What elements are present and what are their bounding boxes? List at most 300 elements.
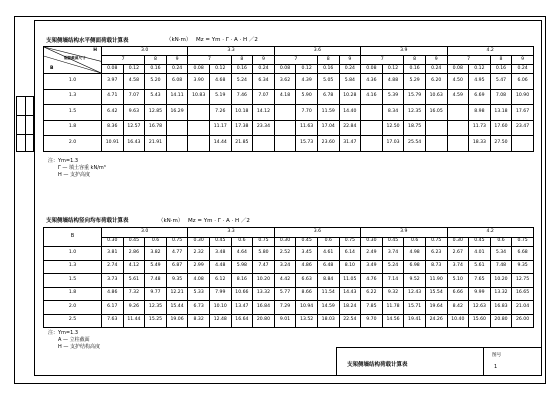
data-cell: 10.90	[512, 89, 534, 105]
data-cell: 5.77	[274, 287, 296, 301]
subhead-cell: 8	[490, 56, 512, 65]
data-cell: 10.20	[490, 274, 512, 288]
data-cell: 11.90	[425, 274, 447, 288]
data-cell: 4.59	[447, 89, 469, 105]
data-cell: 5.24	[231, 74, 253, 90]
data-cell: 7.85	[361, 301, 383, 315]
subval-cell: 0.24	[512, 65, 534, 74]
header-row-subvals	[44, 65, 534, 74]
subval-cell: 0.12	[296, 65, 318, 74]
data-cell	[188, 105, 210, 121]
note-line: Γ — 填土容重 kN/m³	[58, 165, 106, 171]
subval-cell: 0.16	[231, 65, 253, 74]
data-cell: 4.76	[361, 274, 383, 288]
data-cell: 12.63	[469, 301, 491, 315]
data-cell: 5.61	[123, 274, 145, 288]
table-row	[44, 89, 534, 105]
subval-cell: 0.6	[404, 237, 426, 247]
subval-cell: 0.6	[145, 237, 167, 247]
data-cell: 17.04	[317, 120, 339, 136]
row-label: 2.5	[44, 314, 102, 328]
data-cell: 7.63	[102, 314, 124, 328]
data-cell: 13.47	[231, 301, 253, 315]
data-cell: 10.63	[425, 89, 447, 105]
note-line: A — 立柱截面	[58, 337, 90, 343]
data-cell: 2.74	[102, 260, 124, 274]
data-cell: 10.83	[188, 89, 210, 105]
corner-label-b: B	[70, 233, 75, 240]
group-header-4: 4.2	[447, 47, 533, 56]
data-cell: 16.78	[145, 120, 167, 136]
data-cell: 15.44	[166, 301, 188, 315]
data-cell	[425, 136, 447, 152]
data-cell: 9.70	[361, 314, 383, 328]
data-cell	[447, 120, 469, 136]
data-cell: 6.87	[166, 260, 188, 274]
data-cell: 8.42	[447, 301, 469, 315]
subval-cell: 0.30	[447, 237, 469, 247]
row-label: 1.3	[44, 260, 102, 274]
data-cell: 22.84	[339, 120, 361, 136]
data-cell: 9.01	[274, 314, 296, 328]
data-cell	[361, 120, 383, 136]
table1	[43, 46, 534, 152]
data-cell: 4.18	[274, 89, 296, 105]
subval-cell: 0.08	[274, 65, 296, 74]
data-cell: 7.14	[382, 274, 404, 288]
subhead-cell: 7	[447, 56, 490, 65]
data-cell: 4.95	[469, 74, 491, 90]
table1-title: 支架侧墙结构水平侧面荷载计算表	[46, 38, 129, 44]
data-cell: 6.17	[102, 301, 124, 315]
data-cell: 14.44	[209, 136, 231, 152]
data-cell: 10.94	[296, 301, 318, 315]
data-cell: 5.61	[469, 260, 491, 274]
data-cell	[274, 136, 296, 152]
data-cell: 7.07	[123, 89, 145, 105]
corner-label-mid: 钢筋截面尺寸	[64, 56, 86, 61]
row-label: 1.0	[44, 247, 102, 261]
subval-cell: 0.45	[382, 237, 404, 247]
data-cell: 8.98	[469, 105, 491, 121]
row-label: 1.8	[44, 287, 102, 301]
data-cell: 20.80	[253, 314, 275, 328]
title-block-label: 图号	[492, 353, 502, 358]
data-cell: 10.66	[231, 287, 253, 301]
data-cell	[188, 120, 210, 136]
data-cell: 3.73	[102, 274, 124, 288]
subval-cell: 0.75	[512, 237, 534, 247]
data-cell: 5.20	[145, 74, 167, 90]
subval-cell: 0.30	[274, 237, 296, 247]
table-row	[44, 274, 534, 288]
data-cell: 6.42	[102, 105, 124, 121]
subval-cell: 0.75	[425, 237, 447, 247]
header-row-groups	[44, 228, 534, 238]
subhead-cell: 7	[361, 56, 404, 65]
data-cell: 19.64	[425, 301, 447, 315]
data-cell: 6.23	[425, 247, 447, 261]
note-line: H — 支护结构高度	[58, 344, 100, 350]
group-header-0: 3.0	[102, 228, 188, 238]
data-cell: 5.47	[490, 74, 512, 90]
data-cell: 15.60	[469, 314, 491, 328]
subhead-cell: 7	[102, 56, 145, 65]
data-cell: 22.54	[339, 314, 361, 328]
data-cell: 4.98	[404, 247, 426, 261]
group-header-3: 3.9	[361, 47, 447, 56]
data-cell: 7.48	[145, 274, 167, 288]
data-cell: 5.98	[231, 260, 253, 274]
data-cell: 4.77	[166, 247, 188, 261]
subval-cell: 0.12	[382, 65, 404, 74]
data-cell: 3.48	[209, 247, 231, 261]
data-cell: 18.75	[404, 120, 426, 136]
data-cell: 13.32	[253, 287, 275, 301]
group-header-1: 3.3	[188, 228, 274, 238]
group-header-4: 4.2	[447, 228, 533, 238]
subval-cell: 0.16	[317, 65, 339, 74]
note-line: 注：Ym=1.3	[48, 330, 79, 336]
data-cell	[361, 105, 383, 121]
subval-cell: 0.24	[339, 65, 361, 74]
data-cell	[512, 136, 534, 152]
data-cell: 5.05	[317, 74, 339, 90]
data-cell: 11.73	[469, 120, 491, 136]
data-cell: 27.50	[490, 136, 512, 152]
subhead-cell: 7	[274, 56, 317, 65]
subval-cell: 0.6	[231, 237, 253, 247]
data-cell: 5.84	[339, 74, 361, 90]
data-cell: 3.81	[102, 247, 124, 261]
data-cell: 3.62	[274, 74, 296, 90]
data-cell: 10.40	[447, 314, 469, 328]
subval-cell: 0.24	[166, 65, 188, 74]
data-cell: 20.80	[490, 314, 512, 328]
subhead-cell: 8	[404, 56, 426, 65]
data-cell	[274, 120, 296, 136]
data-cell	[166, 120, 188, 136]
subval-cell: 0.6	[490, 237, 512, 247]
data-cell: 6.98	[404, 260, 426, 274]
data-cell: 5.29	[404, 74, 426, 90]
group-header-2: 3.6	[274, 228, 360, 238]
row-label: 1.8	[44, 120, 102, 136]
data-cell: 10.28	[339, 89, 361, 105]
subval-cell: 0.30	[188, 237, 210, 247]
subval-cell: 0.45	[123, 237, 145, 247]
subval-cell: 0.08	[188, 65, 210, 74]
data-cell: 8.36	[102, 120, 124, 136]
data-cell: 6.48	[317, 260, 339, 274]
data-cell: 11.59	[317, 105, 339, 121]
subhead-cell: 9	[166, 56, 188, 65]
data-cell: 14.11	[166, 89, 188, 105]
data-cell: 18.33	[469, 136, 491, 152]
data-cell: 16.43	[123, 136, 145, 152]
data-cell: 12.43	[404, 287, 426, 301]
data-cell: 6.22	[361, 287, 383, 301]
note-line: 注：Ym=1.3	[48, 158, 79, 164]
title-block-number: 1	[494, 364, 498, 370]
header-row-groups	[44, 47, 534, 56]
data-cell: 16.64	[231, 314, 253, 328]
data-cell: 7.99	[209, 287, 231, 301]
subval-cell: 0.45	[209, 237, 231, 247]
data-cell: 21.85	[231, 136, 253, 152]
data-cell: 9.32	[382, 287, 404, 301]
data-cell: 12.35	[145, 301, 167, 315]
data-cell: 8.16	[231, 274, 253, 288]
data-cell: 11.17	[209, 120, 231, 136]
data-cell: 3.74	[382, 247, 404, 261]
data-cell: 9.35	[512, 260, 534, 274]
data-cell: 15.73	[296, 136, 318, 152]
table-row	[44, 120, 534, 136]
data-cell: 4.86	[296, 260, 318, 274]
data-cell: 5.39	[382, 89, 404, 105]
data-cell: 10.10	[209, 301, 231, 315]
data-cell: 6.20	[425, 74, 447, 90]
row-label: 1.5	[44, 274, 102, 288]
data-cell: 7.07	[253, 89, 275, 105]
data-cell: 17.03	[382, 136, 404, 152]
subhead-cell: 9	[339, 56, 361, 65]
data-cell: 4.50	[447, 74, 469, 90]
data-cell: 6.14	[339, 247, 361, 261]
data-cell: 4.08	[188, 274, 210, 288]
data-cell: 10.18	[231, 105, 253, 121]
subval-cell: 0.45	[469, 237, 491, 247]
data-cell: 4.88	[382, 74, 404, 90]
data-cell: 4.01	[469, 247, 491, 261]
subval-cell: 0.16	[404, 65, 426, 74]
data-cell: 5.19	[209, 89, 231, 105]
subhead-cell: 7	[188, 56, 231, 65]
table2-formula: Mz = Ym · Γ · A · H ／2	[188, 218, 250, 224]
data-cell: 4.16	[361, 89, 383, 105]
subval-cell: 0.12	[123, 65, 145, 74]
data-cell: 14.56	[382, 314, 404, 328]
table-row	[44, 314, 534, 328]
data-cell: 7.47	[253, 260, 275, 274]
data-cell: 3.97	[102, 74, 124, 90]
data-cell: 11.78	[382, 301, 404, 315]
data-cell: 18.24	[339, 301, 361, 315]
data-cell: 12.57	[123, 120, 145, 136]
table2	[43, 227, 534, 328]
data-cell: 6.68	[512, 247, 534, 261]
data-cell: 15.25	[145, 314, 167, 328]
data-cell: 12.21	[166, 287, 188, 301]
subval-cell: 0.08	[361, 65, 383, 74]
data-cell: 4.42	[274, 274, 296, 288]
data-cell: 6.12	[209, 274, 231, 288]
data-cell: 8.10	[339, 260, 361, 274]
data-cell: 11.05	[339, 274, 361, 288]
corner-cell	[44, 47, 102, 74]
subval-cell: 0.30	[102, 237, 124, 247]
subhead-cell: 9	[253, 56, 275, 65]
table1-formula-unit: （kN·m）	[166, 37, 192, 43]
data-cell: 13.52	[296, 314, 318, 328]
subval-cell: 0.24	[425, 65, 447, 74]
data-cell: 7.65	[469, 274, 491, 288]
data-cell: 12.35	[404, 105, 426, 121]
data-cell: 19.06	[166, 314, 188, 328]
table-row	[44, 136, 534, 152]
data-cell: 11.54	[317, 287, 339, 301]
data-cell: 12.85	[145, 105, 167, 121]
data-cell: 7.46	[231, 89, 253, 105]
data-cell: 9.77	[145, 287, 167, 301]
data-cell: 9.26	[123, 301, 145, 315]
data-cell	[253, 136, 275, 152]
data-cell: 6.34	[253, 74, 275, 90]
data-cell: 12.50	[382, 120, 404, 136]
data-cell: 11.63	[296, 120, 318, 136]
data-cell: 19.41	[404, 314, 426, 328]
data-cell: 4.36	[361, 74, 383, 90]
data-cell: 16.83	[490, 301, 512, 315]
data-cell: 12.48	[209, 314, 231, 328]
data-cell: 5.43	[145, 89, 167, 105]
table-row	[44, 301, 534, 315]
table-row	[44, 260, 534, 274]
data-cell: 10.20	[253, 274, 275, 288]
subval-cell: 0.30	[361, 237, 383, 247]
data-cell	[361, 136, 383, 152]
data-cell: 9.99	[469, 287, 491, 301]
data-cell: 4.39	[296, 74, 318, 90]
data-cell: 4.64	[231, 247, 253, 261]
subval-cell: 0.12	[209, 65, 231, 74]
data-cell: 4.48	[209, 260, 231, 274]
row-label: 2.0	[44, 136, 102, 152]
data-cell	[188, 136, 210, 152]
table2-notes	[48, 330, 100, 351]
data-cell: 16.29	[166, 105, 188, 121]
data-cell: 17.67	[512, 105, 534, 121]
subhead-cell: 8	[231, 56, 253, 65]
subval-cell: 0.75	[253, 237, 275, 247]
data-cell: 15.79	[404, 89, 426, 105]
data-cell: 13.32	[490, 287, 512, 301]
data-cell: 6.06	[512, 74, 534, 90]
data-cell	[447, 105, 469, 121]
row-label: 1.5	[44, 105, 102, 121]
data-cell: 17.38	[231, 120, 253, 136]
data-cell: 14.12	[253, 105, 275, 121]
data-cell: 8.34	[382, 105, 404, 121]
table1-formula: Mz = Ym · Γ · A · H ／2	[196, 37, 258, 43]
row-label: 1.0	[44, 74, 102, 90]
data-cell: 7.08	[490, 89, 512, 105]
data-cell: 2.99	[188, 260, 210, 274]
data-cell: 5.10	[447, 274, 469, 288]
data-cell: 6.73	[188, 301, 210, 315]
header-row-subvals	[44, 237, 534, 247]
table-row	[44, 287, 534, 301]
data-cell: 9.52	[404, 274, 426, 288]
data-cell: 23.47	[512, 120, 534, 136]
subhead-cell: 8	[145, 56, 167, 65]
data-cell: 7.32	[123, 287, 145, 301]
group-header-3: 3.9	[361, 228, 447, 238]
table-row	[44, 105, 534, 121]
row-label: 1.3	[44, 89, 102, 105]
data-cell: 16.84	[253, 301, 275, 315]
data-cell: 2.86	[123, 247, 145, 261]
subval-cell: 0.75	[339, 237, 361, 247]
data-cell: 4.12	[123, 260, 145, 274]
header-row-subheads	[44, 56, 534, 65]
data-cell: 12.75	[512, 274, 534, 288]
data-cell: 3.24	[274, 260, 296, 274]
binding-margin-box	[16, 96, 34, 152]
table-row	[44, 74, 534, 90]
subval-cell: 0.08	[102, 65, 124, 74]
data-cell: 5.33	[188, 287, 210, 301]
data-cell: 3.82	[145, 247, 167, 261]
data-cell	[447, 136, 469, 152]
subhead-cell: 9	[425, 56, 447, 65]
data-cell: 14.43	[339, 287, 361, 301]
data-cell: 3.74	[447, 260, 469, 274]
data-cell: 16.65	[512, 287, 534, 301]
data-cell: 5.24	[382, 260, 404, 274]
data-cell: 8.32	[188, 314, 210, 328]
data-cell: 4.86	[102, 287, 124, 301]
data-cell: 13.18	[490, 105, 512, 121]
corner-label-h: H	[93, 48, 97, 53]
table2-formula-unit: （kN·m）	[158, 218, 184, 224]
data-cell: 6.66	[447, 287, 469, 301]
data-cell: 31.47	[339, 136, 361, 152]
data-cell: 2.49	[361, 247, 383, 261]
group-header-0: 3.0	[102, 47, 188, 56]
data-cell: 21.04	[512, 301, 534, 315]
data-cell: 5.49	[145, 260, 167, 274]
title-block-name: 支架侧墙结构荷载计算表	[347, 362, 408, 368]
subhead-cell: 9	[512, 56, 534, 65]
data-cell: 3.45	[296, 247, 318, 261]
subval-cell: 0.08	[447, 65, 469, 74]
data-cell: 26.00	[512, 314, 534, 328]
subval-cell: 0.16	[490, 65, 512, 74]
data-cell: 4.68	[209, 74, 231, 90]
data-cell: 2.52	[274, 247, 296, 261]
note-line: H — 支护高度	[58, 172, 90, 178]
data-cell: 7.29	[274, 301, 296, 315]
data-cell: 18.03	[317, 314, 339, 328]
data-cell: 8.66	[296, 287, 318, 301]
data-cell: 8.73	[425, 260, 447, 274]
data-cell: 3.90	[188, 74, 210, 90]
data-cell	[166, 136, 188, 152]
subval-cell: 0.6	[317, 237, 339, 247]
data-cell: 6.08	[166, 74, 188, 90]
subval-cell: 0.45	[296, 237, 318, 247]
data-cell: 3.49	[361, 260, 383, 274]
table-row	[44, 247, 534, 261]
data-cell: 16.05	[425, 105, 447, 121]
data-cell: 4.58	[123, 74, 145, 90]
corner-label-b: B	[50, 65, 54, 71]
data-cell: 5.80	[253, 247, 275, 261]
data-cell: 9.63	[123, 105, 145, 121]
data-cell: 14.59	[317, 301, 339, 315]
